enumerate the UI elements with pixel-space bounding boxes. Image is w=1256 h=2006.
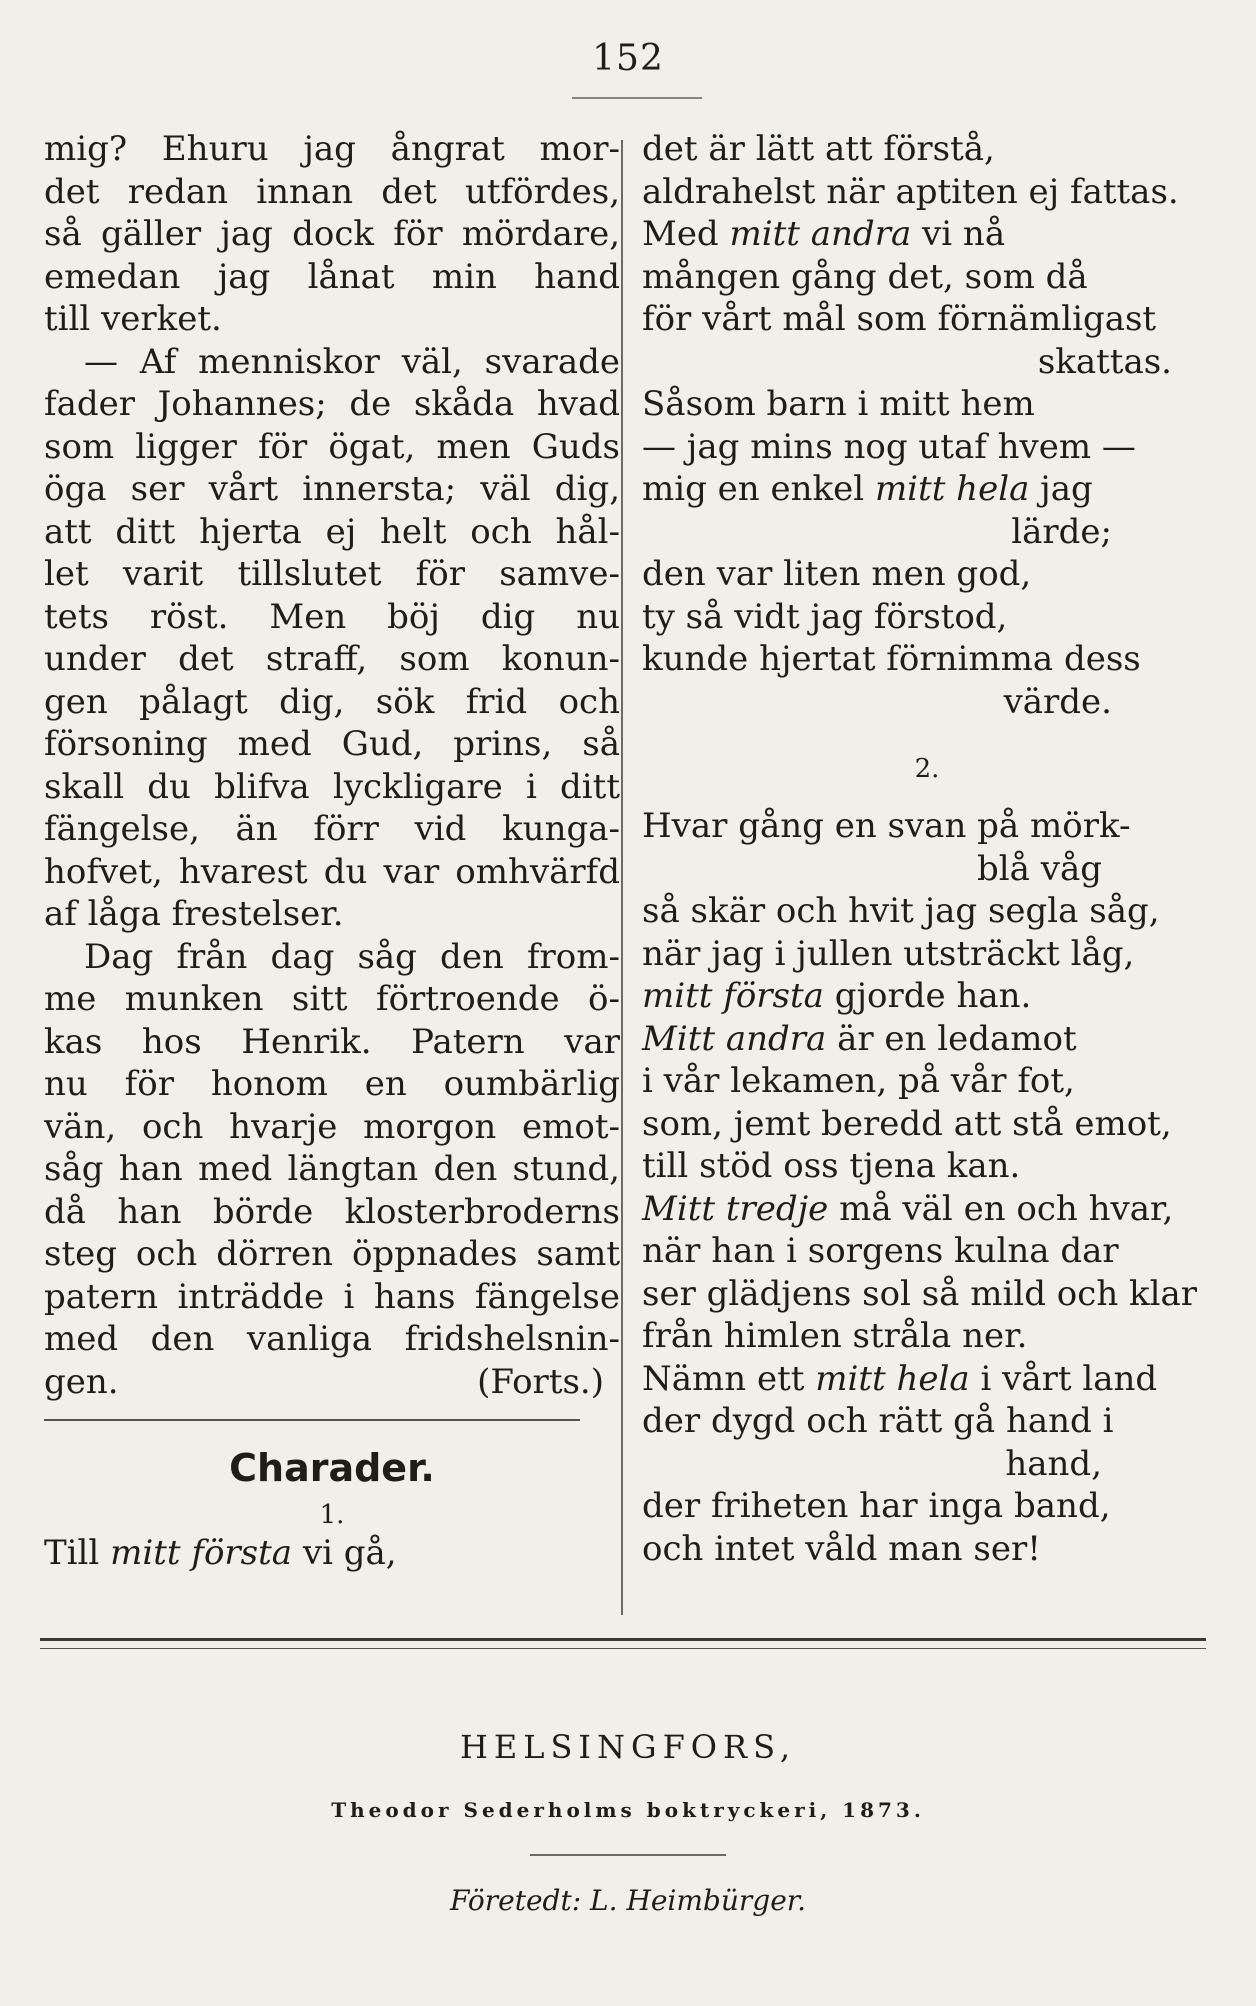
text-line: att ditt hjerta ej helt och hål- [44, 511, 620, 552]
text-line: kas hos Henrik. Patern var [44, 1021, 620, 1062]
verse-italic: mitt första [110, 1532, 293, 1573]
verse-line [642, 975, 1212, 1018]
text-line: med den vanliga fridshelsnin- [44, 1319, 620, 1359]
verse-line: hand, [1005, 1443, 1102, 1484]
footer-rule-thin [40, 1648, 1206, 1649]
verse-line [642, 1018, 1212, 1061]
left-column [44, 128, 620, 1574]
imprint-printer: Theodor Sederholms boktryckeri, 1873. [331, 1798, 925, 1822]
verse-text: jag [1029, 469, 1093, 509]
verse-line: Hvar gång en svan på mörk- [642, 806, 1131, 846]
verse-italic: Mitt tredje [642, 1188, 829, 1229]
verse-text: är en ledamot [826, 1018, 1077, 1059]
text-line: försoning med Gud, prins, så [44, 724, 620, 764]
verse-line [642, 468, 1212, 511]
verse-line: der friheten har inga band, [642, 1486, 1111, 1526]
column-divider [621, 140, 623, 1615]
text-line: såg han med längtan den stund, [44, 1149, 620, 1189]
text-line: fader Johannes; de skåda hvad [44, 384, 620, 424]
verse-line: värde. [1003, 681, 1112, 722]
verse-line: lärde; [1011, 511, 1112, 552]
riddle-number: 2. [914, 754, 940, 784]
prose-paragraph-3 [44, 936, 620, 1404]
verse-line [44, 1532, 620, 1575]
riddle-2 [642, 805, 1212, 1570]
verse-text: gjorde han. [823, 976, 1032, 1016]
text-line: skall du blifva lyckligare i ditt [44, 766, 620, 807]
text-line: mig? Ehuru jag ångrat mor- [44, 129, 620, 169]
editor-name: L. Heimbürger. [590, 1884, 806, 1917]
text-line: patern inträdde i hans fängelse [44, 1276, 620, 1317]
verse-line: som, jemt beredd att stå emot, [642, 1103, 1172, 1144]
text-line: fängelse, än förr vid kunga- [44, 809, 620, 849]
riddle-number: 1. [319, 1499, 345, 1530]
editor-label: Företedt: [450, 1884, 582, 1917]
verse-line: blå våg [977, 848, 1102, 889]
text-line: det redan innan det utfördes, [44, 171, 620, 212]
verse-line: ty så vidt jag förstod, [642, 596, 1008, 637]
verse-text: må väl en och hvar, [828, 1188, 1174, 1229]
verse-line: — jag mins nog utaf hvem — [642, 426, 1136, 467]
verse-line: det är lätt att förstå, [642, 129, 995, 169]
prose-paragraph-1 [44, 128, 620, 341]
verse-line: kunde hjertat förnimma dess [642, 639, 1141, 679]
riddle-1-continued [642, 128, 1212, 723]
text-line: öga ser vårt innersta; väl dig, [44, 469, 620, 509]
verse-italic: Mitt andra [642, 1018, 827, 1059]
page-number: 152 [592, 38, 664, 79]
text-line: så gäller jag dock för mördare, [44, 214, 620, 254]
verse-line: för vårt mål som förnämligast [642, 299, 1157, 339]
verse-line: från himlen stråla ner. [642, 1316, 1028, 1356]
verse-italic: mitt hela [815, 1358, 970, 1399]
text-line: tets röst. Men böj dig nu [44, 596, 620, 637]
verse-text: Nämn ett [642, 1358, 816, 1399]
text-line: let varit tillslutet för samve- [44, 554, 620, 594]
text-line: som ligger för ögat, men Guds [44, 426, 620, 467]
text-line: då han börde klosterbroderns [44, 1191, 620, 1232]
text-line: me munken sitt förtroende ö- [44, 979, 620, 1019]
verse-text: Med [642, 214, 730, 254]
section-heading: Charader. [229, 1446, 435, 1490]
text-line: emedan jag lånat min hand [44, 256, 620, 297]
verse-text: Till [44, 1532, 111, 1573]
verse-line: i vår lekamen, på vår fot, [642, 1061, 1075, 1101]
text-line: — Af menniskor väl, svarade [84, 341, 620, 382]
verse-line: Såsom barn i mitt hem [642, 384, 1035, 424]
text-line: till verket. [44, 299, 222, 339]
verse-line: när han i sorgens kulna dar [642, 1231, 1119, 1271]
text-line: steg och dörren öppnades samt [44, 1234, 620, 1274]
verse-line: ser glädjens sol så mild och klar [642, 1273, 1198, 1314]
text-line: af låga frestelser. [44, 894, 344, 934]
verse-line: der dygd och rätt gå hand i [642, 1401, 1114, 1441]
verse-line: så skär och hvit jag segla såg, [642, 891, 1160, 931]
prose-paragraph-2 [44, 341, 620, 936]
footer-rule-thick [40, 1638, 1206, 1641]
page-number-rule [572, 97, 702, 99]
verse-text: vi nå [911, 214, 1006, 254]
section-divider [44, 1419, 580, 1421]
verse-line: när jag i jullen utsträckt låg, [642, 933, 1135, 974]
verse-text: vi gå, [292, 1532, 397, 1573]
text-line: vän, och hvarje morgon emot- [44, 1106, 620, 1147]
verse-line [642, 1188, 1212, 1231]
verse-line: och intet våld man ser! [642, 1528, 1041, 1569]
verse-italic: mitt första [642, 976, 824, 1016]
verse-line: den var liten men god, [642, 554, 1032, 594]
forts-note: (Forts.) [477, 1361, 604, 1402]
text-line [44, 1361, 620, 1404]
last-word: gen. [44, 1361, 119, 1402]
imprint-divider [530, 1854, 726, 1856]
text-line: Dag från dag såg den from- [84, 936, 620, 977]
verse-text: mig en enkel [642, 469, 875, 509]
text-line: nu för honom en oumbärlig [44, 1064, 620, 1104]
text-line: gen pålagt dig, sök frid och [44, 681, 620, 722]
verse-line [642, 1358, 1212, 1401]
verse-line: till stöd oss tjena kan. [642, 1146, 1021, 1186]
verse-text: i vårt land [969, 1358, 1158, 1399]
imprint-city: HELSINGFORS, [459, 1728, 797, 1766]
verse-line [642, 213, 1212, 256]
text-line: hofvet, hvarest du var omhvärfd [44, 851, 620, 892]
verse-line: skattas. [1037, 341, 1172, 382]
verse-line: mången gång det, som då [642, 256, 1088, 297]
text-line: under det straff, som konun- [44, 639, 620, 679]
right-column [642, 128, 1212, 1570]
verse-italic: mitt andra [729, 214, 912, 254]
imprint-editor [0, 1884, 1256, 1917]
verse-line: aldrahelst när aptiten ej fattas. [642, 171, 1179, 212]
verse-italic: mitt hela [874, 469, 1030, 509]
